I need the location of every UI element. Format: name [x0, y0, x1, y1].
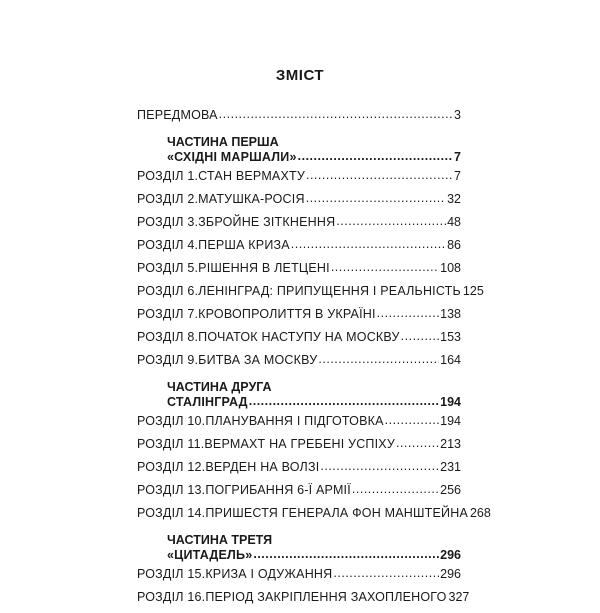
dot-leader [298, 149, 453, 164]
toc-part-subtitle: «СХІДНІ МАРШАЛИ» [167, 150, 297, 164]
toc-part-page: 7 [454, 150, 461, 164]
toc-entry-page: 32 [447, 192, 461, 206]
toc-entry [137, 108, 461, 131]
toc-entry-label: РОЗДІЛ 9.БИТВА ЗА МОСКВУ [137, 353, 318, 367]
toc-entry-page: 3 [454, 108, 461, 122]
toc-entry-page: 86 [447, 238, 461, 252]
toc-entry [137, 215, 461, 238]
toc-entry-label: РОЗДІЛ 15.КРИЗА І ОДУЖАННЯ [137, 567, 333, 581]
toc-part-page: 296 [440, 548, 461, 562]
toc-entry-page: 164 [440, 353, 461, 367]
toc-entry-label: РОЗДІЛ 7.КРОВОПРОЛИТТЯ В УКРАЇНІ [137, 307, 376, 321]
dot-leader [249, 394, 439, 409]
dot-leader [336, 214, 446, 229]
toc-entry-page: 138 [440, 307, 461, 321]
dot-leader [318, 352, 439, 367]
toc-entry-label: РОЗДІЛ 5.РІШЕННЯ В ЛЕТЦЕНІ [137, 261, 330, 275]
toc-entry [137, 460, 461, 483]
toc-part [137, 135, 461, 169]
dot-leader [320, 459, 439, 474]
toc-entry [137, 169, 461, 192]
toc-entry-label: РОЗДІЛ 12.ВЕРДЕН НА ВОЛЗІ [137, 460, 320, 474]
toc-entry-page: 48 [447, 215, 461, 229]
toc-entry [137, 437, 461, 460]
dot-leader [401, 329, 439, 344]
toc-part [137, 533, 461, 567]
toc-entry-page: 296 [440, 567, 461, 581]
toc-entry [137, 414, 461, 437]
toc-entry-page: 108 [440, 261, 461, 275]
toc-entry-label: РОЗДІЛ 8.ПОЧАТОК НАСТУПУ НА МОСКВУ [137, 330, 400, 344]
dot-leader [253, 547, 439, 562]
toc-entry-label: РОЗДІЛ 16.ПЕРІОД ЗАКРІПЛЕННЯ ЗАХОПЛЕНОГО [137, 590, 447, 604]
toc-entry [137, 353, 461, 376]
toc-entry-page: 7 [454, 169, 461, 183]
toc-entry-label: РОЗДІЛ 11.ВЕРМАХТ НА ГРЕБЕНІ УСПІХУ [137, 437, 395, 451]
dot-leader [306, 168, 453, 183]
dot-leader [306, 191, 446, 206]
toc-entry-label: РОЗДІЛ 1.СТАН ВЕРМАХТУ [137, 169, 305, 183]
toc-part-heading: ЧАСТИНА ТРЕТЯ [167, 533, 273, 547]
dot-leader [219, 107, 453, 122]
toc-part [137, 380, 461, 414]
toc-part-heading: ЧАСТИНА ДРУГА [167, 380, 272, 394]
toc-entry-label: РОЗДІЛ 14.ПРИШЕСТЯ ГЕНЕРАЛА ФОН МАНШТЕЙНА [137, 506, 468, 520]
dot-leader [396, 436, 439, 451]
dot-leader [377, 306, 439, 321]
toc-entry-label: ПЕРЕДМОВА [137, 108, 218, 122]
toc-entry [137, 506, 491, 529]
dot-leader [333, 566, 439, 581]
toc-entry-page: 213 [440, 437, 461, 451]
dot-leader [385, 413, 439, 428]
toc-part-page: 194 [440, 395, 461, 409]
toc-entry [137, 284, 484, 307]
toc-part-subtitle-row [167, 395, 461, 414]
toc-entry-page: 125 [462, 284, 484, 298]
toc-entry-page: 256 [440, 483, 461, 497]
toc-entry [137, 330, 461, 353]
toc-entry-label: РОЗДІЛ 13.ПОГРИБАННЯ 6-Ї АРМІЇ [137, 483, 351, 497]
toc-entry-page: 231 [440, 460, 461, 474]
toc-part-heading: ЧАСТИНА ПЕРША [167, 135, 279, 149]
toc-part-subtitle-row [167, 548, 461, 567]
toc-part-subtitle: «ЦИТАДЕЛЬ» [167, 548, 253, 562]
toc-entry-page: 327 [448, 590, 470, 604]
dot-leader [291, 237, 446, 252]
toc-entry-label: РОЗДІЛ 2.МАТУШКА-РОСІЯ [137, 192, 305, 206]
table-of-contents [137, 108, 491, 613]
toc-entry [137, 238, 461, 261]
toc-entry-label: РОЗДІЛ 3.ЗБРОЙНЕ ЗІТКНЕННЯ [137, 215, 336, 229]
toc-entry [137, 483, 461, 506]
toc-entry-label: РОЗДІЛ 4.ПЕРША КРИЗА [137, 238, 290, 252]
toc-entry [137, 192, 461, 215]
dot-leader [352, 482, 439, 497]
toc-entry [137, 567, 461, 590]
toc-entry [137, 307, 461, 330]
toc-part-subtitle-row [167, 150, 461, 169]
toc-entry-label: РОЗДІЛ 10.ПЛАНУВАННЯ І ПІДГОТОВКА [137, 414, 384, 428]
toc-entry-page: 194 [440, 414, 461, 428]
toc-entry-page: 268 [469, 506, 491, 520]
dot-leader [331, 260, 439, 275]
toc-entry [137, 590, 470, 613]
toc-entry [137, 261, 461, 284]
page-title: ЗМІСТ [275, 67, 325, 84]
toc-part-subtitle: СТАЛІНГРАД [167, 395, 248, 409]
toc-entry-label: РОЗДІЛ 6.ЛЕНІНГРАД: ПРИПУЩЕННЯ І РЕАЛЬНІСТЬ [137, 284, 461, 298]
toc-entry-page: 153 [440, 330, 461, 344]
